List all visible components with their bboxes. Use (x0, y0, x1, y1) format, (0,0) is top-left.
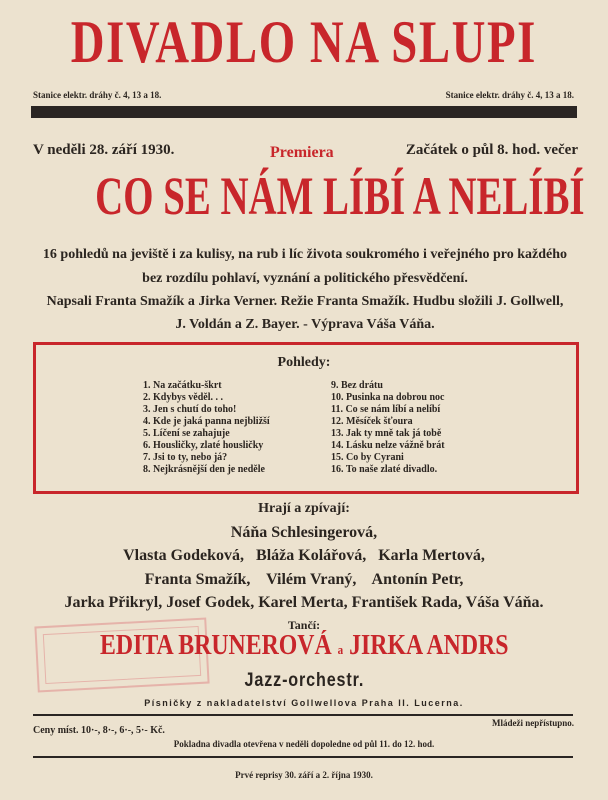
scene-item: 15. Co by Cyrani (331, 452, 404, 463)
scene-item: 13. Jak ty mně tak já tobě (331, 428, 442, 439)
credits-line: J. Voldán a Z. Bayer. - Výprava Váša Váňa. (175, 317, 435, 332)
dancer-conjunction: a (337, 642, 343, 657)
cast-heading: Hrají a zpívají: (258, 501, 350, 516)
orchestra-label: Jazz-orchestr. (244, 670, 364, 691)
scene-item: 8. Nejkrásnější den je neděle (143, 464, 265, 475)
tram-info-right: Stanice elektr. dráhy č. 4, 13 a 18. (445, 90, 574, 100)
songs-publisher: Písničky z nakladatelství Gollwellova Praha II. Lucerna. (144, 698, 464, 708)
dancer-name: EDITA BRUNEROVÁ (99, 630, 332, 661)
footer-rule-bottom (33, 756, 573, 758)
scene-item: 16. To naše zlaté divadlo. (331, 464, 438, 475)
ticket-prices: Ceny míst. 10·-, 8·-, 6·-, 5·- Kč. (33, 725, 165, 736)
dancer-name: JIRKA ANDRS (348, 630, 509, 661)
scenes-list-right (331, 380, 445, 476)
scene-item: 7. Jsi to ty, nebo já? (143, 452, 228, 463)
scene-item: 4. Kde je jaká panna nejbližší (143, 416, 270, 427)
performance-date: V neděli 28. září 1930. (33, 142, 175, 158)
credits-line: Napsali Franta Smažík a Jirka Verner. Režie Franta Smažík. Hudbu složili J. Gollwell, (46, 294, 564, 309)
age-restriction: Mládeži nepřístupno. (491, 718, 574, 728)
scene-item: 5. Líčení se zahajuje (143, 428, 230, 439)
scene-item: 9. Bez drátu (331, 380, 383, 391)
description-line: bez rozdílu pohlaví, vyznání a politického přesvědčení. (142, 271, 468, 286)
premiere-label: Premiera (270, 144, 334, 161)
header-divider-bar (31, 106, 577, 118)
scene-item: 11. Co se nám líbí a nelíbí (331, 404, 441, 415)
reprise-dates: Prvé reprisy 30. září a 2. října 1930. (235, 770, 373, 780)
theatre-name: DIVADLO NA SLUPI (70, 9, 538, 75)
box-office-hours: Pokladna divadla otevřena v neděli dopoledne od půl 11. do 12. hod. (173, 739, 435, 749)
scene-item: 3. Jen s chutí do toho! (143, 404, 237, 415)
scenes-list-left (143, 380, 270, 476)
scene-item: 12. Měsíček šťoura (331, 416, 413, 427)
scene-item: 1. Na začátku-škrt (143, 380, 222, 391)
dance-heading: Tančí: (287, 618, 321, 632)
dancers (0, 630, 608, 662)
scene-item: 2. Kdybys věděl. . . (143, 392, 224, 403)
play-title: CO SE NÁM LÍBÍ A NELÍBÍ (95, 166, 585, 226)
cast-line: Franta Smažík, Vilém Vraný, Antonín Petr, (144, 571, 464, 588)
scene-item: 14. Lásku nelze vážně brát (331, 440, 445, 451)
scene-item: 6. Housličky, zlaté housličky (143, 440, 264, 451)
tram-info-left: Stanice elektr. dráhy č. 4, 13 a 18. (33, 90, 162, 100)
cast-line: Jarka Přikryl, Josef Godek, Karel Merta, František Rada, Váša Váňa. (64, 594, 544, 611)
start-time: Začátek o půl 8. hod. večer (405, 142, 578, 158)
description-line: 16 pohledů na jeviště i za kulisy, na rub i líc života soukromého i veřejného pro každého (42, 247, 568, 262)
scenes-heading: Pohledy: (277, 355, 331, 370)
cast-line: Náňa Schlesingerová, (230, 524, 378, 541)
footer-rule-top (33, 714, 573, 716)
cast-line: Vlasta Godeková, Bláža Kolářová, Karla Mertová, (123, 547, 485, 564)
scene-item: 10. Pusinka na dobrou noc (331, 392, 445, 403)
